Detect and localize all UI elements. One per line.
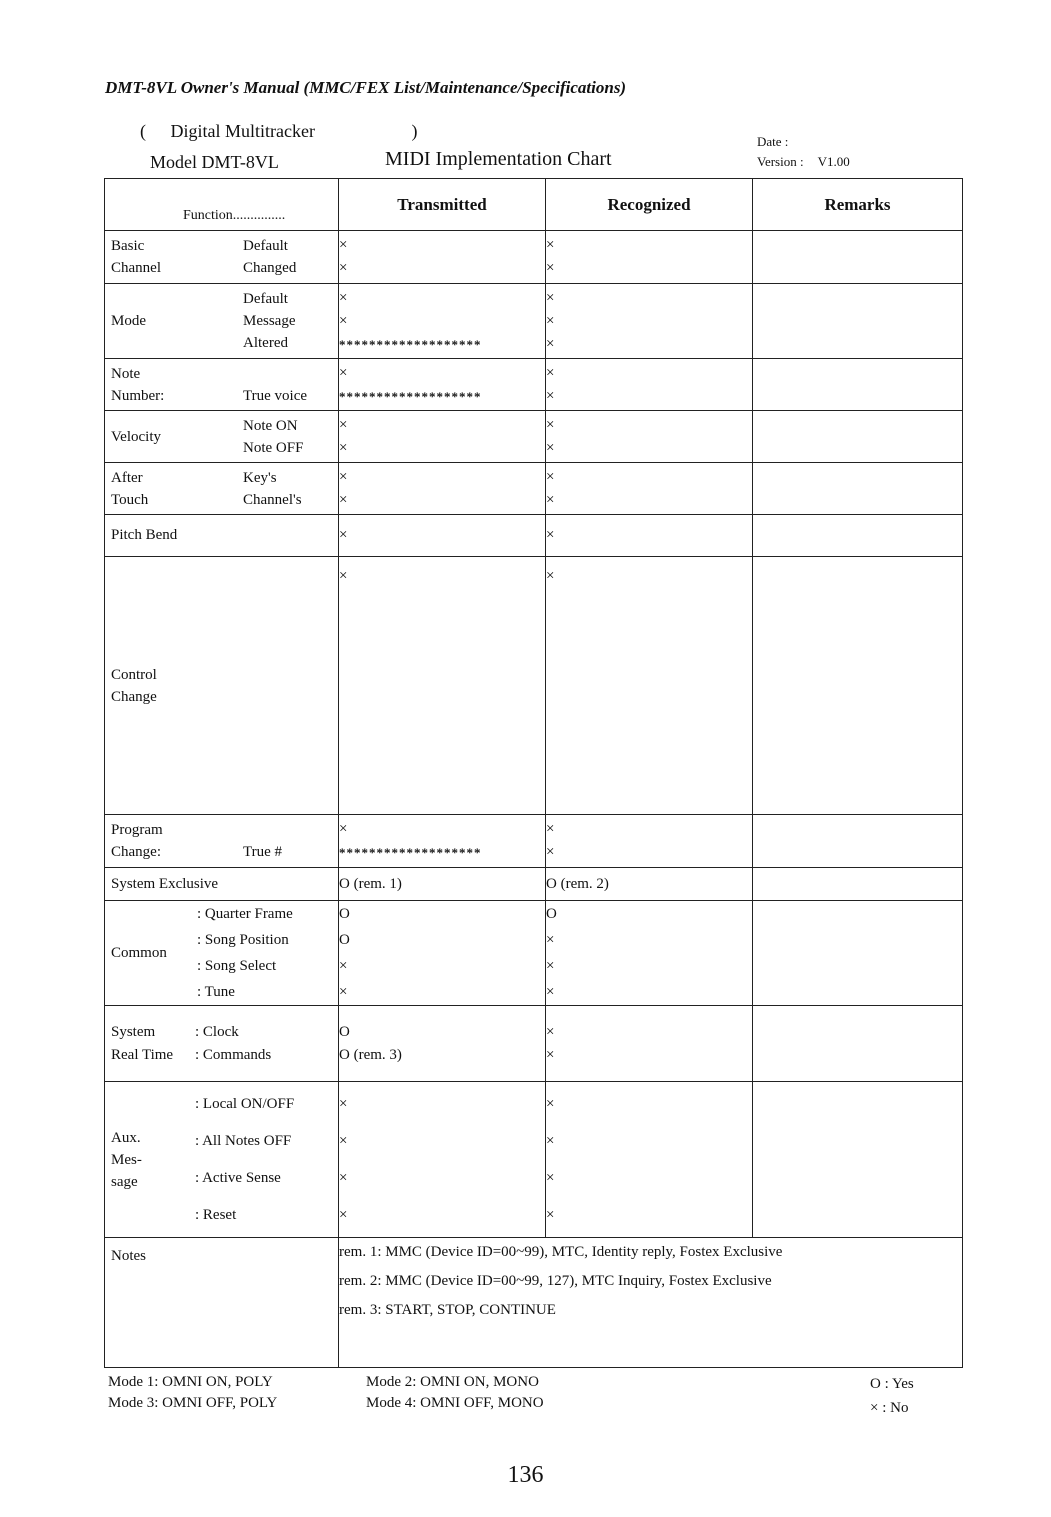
cross-mark: × bbox=[546, 958, 555, 974]
velocity-remarks bbox=[753, 411, 963, 463]
cross-mark: × bbox=[546, 416, 555, 433]
after-recognized bbox=[546, 463, 753, 515]
realtime-remarks bbox=[753, 1006, 963, 1082]
paren-open: ( bbox=[140, 121, 146, 141]
asterisks: ******************* bbox=[339, 336, 482, 352]
footer-legend bbox=[870, 1372, 914, 1420]
mode-recognized bbox=[546, 284, 753, 359]
notes-text bbox=[339, 1238, 963, 1368]
header-row bbox=[105, 179, 963, 231]
program-change-function bbox=[105, 815, 339, 868]
sage-label: sage bbox=[111, 1173, 138, 1190]
common-transmitted bbox=[339, 901, 546, 1006]
circle-mark: O bbox=[339, 1023, 350, 1040]
aux-transmitted bbox=[339, 1082, 546, 1238]
control-remarks bbox=[753, 557, 963, 815]
clock-label: : Clock bbox=[195, 1023, 239, 1040]
yes-legend: O : Yes bbox=[870, 1376, 914, 1392]
asterisks: ******************* bbox=[339, 845, 482, 860]
cross-mark: × bbox=[546, 387, 555, 404]
touch-label: Touch bbox=[111, 491, 149, 508]
no-legend: × : No bbox=[870, 1400, 909, 1416]
control-recognized: × bbox=[546, 557, 753, 815]
cross-mark: × bbox=[339, 1095, 348, 1112]
basic-transmitted bbox=[339, 231, 546, 284]
velocity-transmitted bbox=[339, 411, 546, 463]
cross-mark: × bbox=[339, 1132, 348, 1149]
default-label: Default bbox=[243, 291, 288, 307]
cross-mark: × bbox=[339, 491, 348, 508]
version-label: Version : bbox=[757, 154, 804, 169]
default-label: Default bbox=[243, 238, 288, 254]
true-number-label: True # bbox=[243, 844, 283, 860]
sysex-remarks bbox=[753, 868, 963, 901]
cross-mark: × bbox=[339, 1169, 348, 1186]
realtime-recognized bbox=[546, 1006, 753, 1082]
velocity-recognized bbox=[546, 411, 753, 463]
mes-label: Mes- bbox=[111, 1151, 142, 1168]
chart-title: MIDI Implementation Chart bbox=[385, 148, 612, 170]
cross-mark: × bbox=[339, 364, 348, 381]
cross-mark: × bbox=[339, 958, 348, 974]
cross-mark: × bbox=[546, 932, 555, 948]
program-label: Program bbox=[111, 822, 163, 838]
program-recognized bbox=[546, 815, 753, 868]
model-name: Model DMT-8VL bbox=[150, 152, 279, 172]
after-transmitted bbox=[339, 463, 546, 515]
cross-mark: × bbox=[546, 491, 555, 508]
pitch-transmitted: × bbox=[339, 515, 546, 557]
asterisks: ******************* bbox=[339, 388, 482, 404]
cross-mark: × bbox=[339, 439, 348, 456]
pitch-recognized: × bbox=[546, 515, 753, 557]
control-transmitted: × bbox=[339, 557, 546, 815]
local-on-off-label: : Local ON/OFF bbox=[195, 1095, 295, 1112]
row-velocity bbox=[105, 411, 963, 463]
keys-label: Key's bbox=[243, 469, 277, 486]
note-recognized bbox=[546, 359, 753, 411]
mode-label: Mode bbox=[111, 313, 146, 329]
row-pitch-bend bbox=[105, 515, 963, 557]
cross-mark: × bbox=[546, 364, 555, 381]
true-voice-label: True voice bbox=[243, 387, 308, 404]
cross-mark: × bbox=[339, 237, 348, 253]
cross-mark: × bbox=[546, 1132, 555, 1149]
control-label: Control bbox=[111, 666, 157, 683]
mode-1-legend: Mode 1: OMNI ON, POLY bbox=[108, 1374, 273, 1390]
pitch-remarks bbox=[753, 515, 963, 557]
version-value: V1.00 bbox=[817, 154, 850, 169]
note-label: Note bbox=[111, 365, 141, 382]
mode-3-legend: Mode 3: OMNI OFF, POLY bbox=[108, 1395, 278, 1411]
mode-function bbox=[105, 284, 339, 359]
note-rem-3: rem. 3: START, STOP, CONTINUE bbox=[339, 1302, 556, 1318]
row-control-change bbox=[105, 557, 963, 815]
cross-mark: × bbox=[546, 260, 555, 276]
changed-label: Changed bbox=[243, 260, 297, 276]
commands-label: : Commands bbox=[195, 1046, 272, 1063]
row-system-exclusive bbox=[105, 868, 963, 901]
aux-function bbox=[105, 1082, 339, 1238]
row-note-number bbox=[105, 359, 963, 411]
cross-mark: × bbox=[546, 1095, 555, 1112]
realtime-function bbox=[105, 1006, 339, 1082]
cross-mark: × bbox=[339, 260, 348, 276]
note-rem-2: rem. 2: MMC (Device ID=00~99, 127), MTC Inquiry, Fostex Exclusive bbox=[339, 1273, 772, 1289]
product-type: Digital Multitracker bbox=[170, 121, 315, 141]
common-remarks bbox=[753, 901, 963, 1006]
after-remarks bbox=[753, 463, 963, 515]
cross-mark: × bbox=[546, 468, 555, 485]
program-transmitted bbox=[339, 815, 546, 868]
cross-mark: × bbox=[546, 844, 555, 860]
cross-mark: × bbox=[546, 1046, 555, 1063]
row-basic-channel bbox=[105, 231, 963, 284]
system-label: System bbox=[111, 1023, 156, 1040]
program-remarks bbox=[753, 815, 963, 868]
velocity-function bbox=[105, 411, 339, 463]
number-label: Number: bbox=[111, 387, 165, 404]
mode-remarks bbox=[753, 284, 963, 359]
note-transmitted bbox=[339, 359, 546, 411]
paren-close: ) bbox=[411, 121, 418, 141]
change-label: Change: bbox=[111, 844, 161, 860]
product-type-line bbox=[140, 121, 417, 142]
cross-mark: × bbox=[546, 1023, 555, 1040]
after-label: After bbox=[111, 469, 143, 486]
function-header: Function............... bbox=[105, 179, 339, 231]
basic-channel-function bbox=[105, 231, 339, 284]
cross-mark: × bbox=[546, 984, 555, 1000]
circle-mark: O bbox=[546, 906, 557, 922]
row-mode bbox=[105, 284, 963, 359]
note-off-label: Note OFF bbox=[243, 439, 304, 456]
cross-mark: × bbox=[339, 289, 348, 306]
transmitted-header: Transmitted bbox=[339, 179, 546, 231]
footer-modes-mid bbox=[366, 1372, 544, 1414]
sysex-recognized: O (rem. 2) bbox=[546, 868, 753, 901]
mode-4-legend: Mode 4: OMNI OFF, MONO bbox=[366, 1395, 544, 1411]
common-recognized bbox=[546, 901, 753, 1006]
cross-mark: × bbox=[339, 468, 348, 485]
cross-mark: × bbox=[339, 312, 348, 329]
row-system-real-time bbox=[105, 1006, 963, 1082]
common-function bbox=[105, 901, 339, 1006]
row-aux-message bbox=[105, 1082, 963, 1238]
aux-recognized bbox=[546, 1082, 753, 1238]
quarter-frame-label: : Quarter Frame bbox=[197, 906, 293, 922]
tune-label: : Tune bbox=[197, 984, 235, 1000]
mode-2-legend: Mode 2: OMNI ON, MONO bbox=[366, 1374, 539, 1390]
date-label: Date : bbox=[757, 134, 789, 149]
row-notes bbox=[105, 1238, 963, 1368]
song-position-label: : Song Position bbox=[197, 932, 289, 948]
circle-mark: O bbox=[339, 932, 350, 948]
system-exclusive-label: System Exclusive bbox=[105, 868, 339, 901]
aux-remarks bbox=[753, 1082, 963, 1238]
cross-mark: × bbox=[546, 335, 555, 352]
reset-label: : Reset bbox=[195, 1206, 237, 1223]
midi-implementation-table bbox=[104, 178, 963, 1368]
cross-mark: × bbox=[339, 821, 348, 837]
note-function bbox=[105, 359, 339, 411]
all-notes-off-label: : All Notes OFF bbox=[195, 1132, 292, 1149]
song-select-label: : Song Select bbox=[197, 958, 277, 974]
note-remarks bbox=[753, 359, 963, 411]
realtime-transmitted bbox=[339, 1006, 546, 1082]
channel-label: Channel bbox=[111, 260, 161, 276]
message-label: Message bbox=[243, 313, 296, 329]
active-sense-label: : Active Sense bbox=[195, 1169, 281, 1186]
cross-mark: × bbox=[546, 1169, 555, 1186]
cross-mark: × bbox=[546, 289, 555, 306]
change-label: Change bbox=[111, 688, 157, 705]
cross-mark: × bbox=[546, 312, 555, 329]
page-number: 136 bbox=[507, 1462, 544, 1488]
running-header: DMT-8VL Owner's Manual (MMC/FEX List/Maintenance/Specifications) bbox=[105, 78, 627, 97]
basic-remarks bbox=[753, 231, 963, 284]
circle-mark: O (rem. 3) bbox=[339, 1046, 402, 1063]
real-time-label: Real Time bbox=[111, 1046, 174, 1063]
recognized-header: Recognized bbox=[546, 179, 753, 231]
pitch-bend-label: Pitch Bend bbox=[105, 515, 339, 557]
note-on-label: Note ON bbox=[243, 417, 298, 434]
row-after-touch bbox=[105, 463, 963, 515]
cross-mark: × bbox=[339, 416, 348, 433]
row-program-change bbox=[105, 815, 963, 868]
control-change-function bbox=[105, 557, 339, 815]
aux-label: Aux. bbox=[111, 1129, 141, 1146]
footer-modes-left bbox=[108, 1372, 277, 1414]
circle-mark: O bbox=[339, 906, 350, 922]
remarks-header: Remarks bbox=[753, 179, 963, 231]
cross-mark: × bbox=[339, 1206, 348, 1223]
altered-label: Altered bbox=[243, 335, 288, 351]
after-touch-function bbox=[105, 463, 339, 515]
cross-mark: × bbox=[546, 439, 555, 456]
mode-transmitted bbox=[339, 284, 546, 359]
note-rem-1: rem. 1: MMC (Device ID=00~99), MTC, Identity reply, Fostex Exclusive bbox=[339, 1244, 783, 1260]
notes-label: Notes bbox=[105, 1238, 339, 1368]
row-common bbox=[105, 901, 963, 1006]
velocity-label: Velocity bbox=[111, 428, 161, 445]
basic-label: Basic bbox=[111, 238, 145, 254]
sysex-transmitted: O (rem. 1) bbox=[339, 868, 546, 901]
basic-recognized bbox=[546, 231, 753, 284]
cross-mark: × bbox=[546, 237, 555, 253]
channels-label: Channel's bbox=[243, 491, 302, 508]
cross-mark: × bbox=[546, 1206, 555, 1223]
version-line bbox=[757, 154, 850, 170]
cross-mark: × bbox=[546, 821, 555, 837]
cross-mark: × bbox=[339, 984, 348, 1000]
common-label: Common bbox=[111, 944, 167, 961]
